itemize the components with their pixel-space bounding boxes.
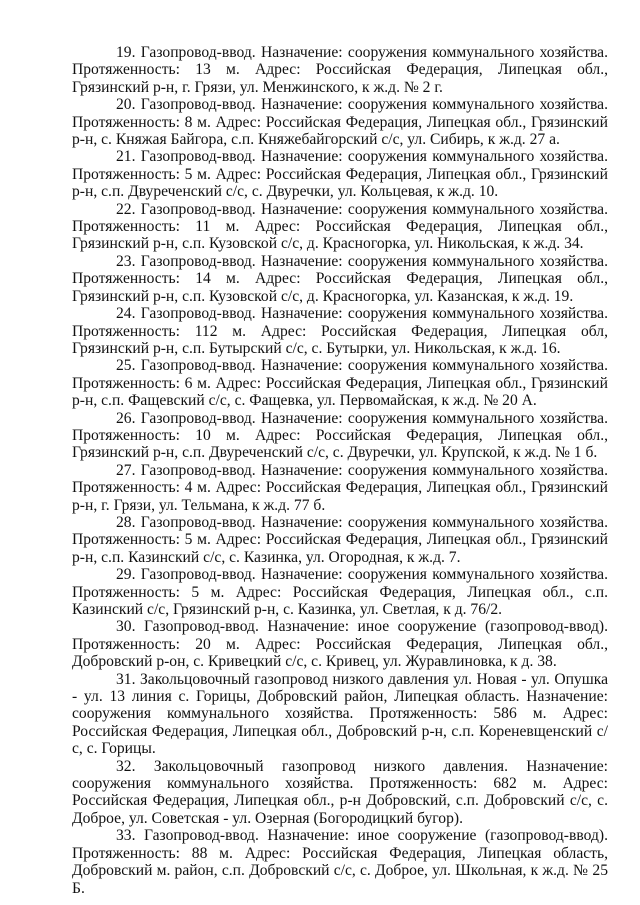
list-item: 20. Газопровод-ввод. Назначение: сооружения коммунального хозяйства. Протяженность: 8 м. Адрес: Российская Федерация, Липецкая обл., Грязинский р-н, с. Княжая Байгора, с.п. Княжебайгорский с/с, ул. Сибирь, к ж.д. 27 а.: [72, 96, 608, 149]
list-item: 26. Газопровод-ввод. Назначение: сооружения коммунального хозяйства. Протяженность: 10 м. Адрес: Российская Федерация, Липецкая обл., Грязинский р-н, с.п. Двуреченский с/с, с. Двуречки, ул. Крупской, к ж.д. № 1 б.: [72, 409, 608, 462]
list-item: 33. Газопровод-ввод. Назначение: иное сооружение (газопровод-ввод). Протяженность: 88 м. Адрес: Российская Федерация, Липецкая область, Добровский м. район, с.п. Добровский с/с, с. Доброе, ул. Школьная, к ж.д. № 25 Б.: [72, 827, 608, 897]
list-item: 32. Закольцовочный газопровод низкого давления. Назначение: сооружения коммунального хозяйства. Протяженность: 682 м. Адрес: Российская Федерация, Липецкая обл., р-н Добровский, с.п. Добровский с/с, с. Доброе, ул. Советская - ул. Озерная (Богородицкий бугор).: [72, 757, 608, 827]
document-page: [72, 44, 608, 897]
list-item: 21. Газопровод-ввод. Назначение: сооружения коммунального хозяйства. Протяженность: 5 м. Адрес: Российская Федерация, Липецкая обл., Грязинский р-н, с.п. Двуреченский с/с, с. Двуречки, ул. Кольцевая, к ж.д. 10.: [72, 148, 608, 201]
list-item: 23. Газопровод-ввод. Назначение: сооружения коммунального хозяйства. Протяженность: 14 м. Адрес: Российская Федерация, Липецкая обл., Грязинский р-н, с.п. Кузовской с/с, д. Красногорка, ул. Казанская, к ж.д. 19.: [72, 252, 608, 305]
list-item: 19. Газопровод-ввод. Назначение: сооружения коммунального хозяйства. Протяженность: 13 м. Адрес: Российская Федерация, Липецкая обл., Грязинский р-н, г. Грязи, ул. Менжинского, к ж.д. № 2 г.: [72, 44, 608, 96]
list-item: 31. Закольцовочный газопровод низкого давления ул. Новая - ул. Опушка - ул. 13 линия с. Горицы, Добровский район, Липецкая область. Назначение: сооружения коммунального хозяйства. Протяженность: 586 м. Адрес: Российская Федерация, Липецкая обл., Добровский р-н, с.п. Кореневщенский с/с, с. Горицы.: [72, 670, 608, 758]
list-item: 30. Газопровод-ввод. Назначение: иное сооружение (газопровод-ввод). Протяженность: 20 м. Адрес: Российская Федерация, Липецкая обл., Добровский р-он, с. Кривецкий с/с, с. Кривец, ул. Журавлиновка, к д. 38.: [72, 618, 608, 671]
list-item: 29. Газопровод-ввод. Назначение: сооружения коммунального хозяйства. Протяженность: 5 м. Адрес: Российская Федерация, Липецкая обл., с.п. Казинский с/с, Грязинский р-н, с. Казинка, ул. Светлая, к д. 76/2.: [72, 566, 608, 618]
list-item: 22. Газопровод-ввод. Назначение: сооружения коммунального хозяйства. Протяженность: 11 м. Адрес: Российская Федерация, Липецкая обл., Грязинский р-н, с.п. Кузовской с/с, д. Красногорка, ул. Никольская, к ж.д. 34.: [72, 200, 608, 253]
list-item: 24. Газопровод-ввод. Назначение: сооружения коммунального хозяйства. Протяженность: 112 м. Адрес: Российская Федерация, Липецкая обл, Грязинский р-н, с.п. Бутырский с/с, с. Бутырки, ул. Никольская, к ж.д. 16.: [72, 305, 608, 357]
list-item: 25. Газопровод-ввод. Назначение: сооружения коммунального хозяйства. Протяженность: 6 м. Адрес: Российская Федерация, Липецкая обл., Грязинский р-н, с.п. Фащевский с/с, с. Фащевка, ул. Первомайская, к ж.д. № 20 А.: [72, 357, 608, 410]
list-item: 27. Газопровод-ввод. Назначение: сооружения коммунального хозяйства. Протяженность: 4 м. Адрес: Российская Федерация, Липецкая обл., Грязинский р-н, г. Грязи, ул. Тельмана, к ж.д. 77 б.: [72, 461, 608, 514]
list-item: 28. Газопровод-ввод. Назначение: сооружения коммунального хозяйства. Протяженность: 5 м. Адрес: Российская Федерация, Липецкая обл., Грязинский р-н, с.п. Казинский с/с, с. Казинка, ул. Огородная, к ж.д. 7.: [72, 513, 608, 566]
